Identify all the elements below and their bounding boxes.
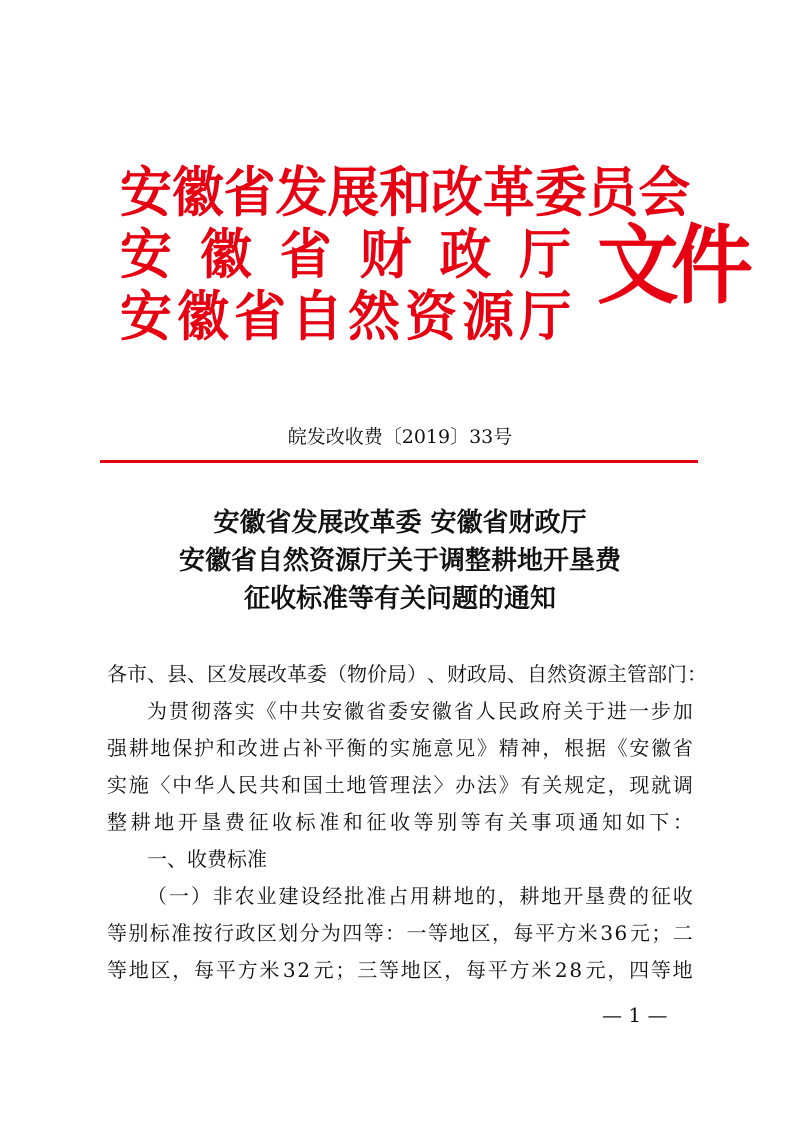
document-body <box>107 656 707 989</box>
issuer-name: 安 徽 省 自 然 资 源 厅 <box>120 285 572 348</box>
issuer-name: 安 徽 省 发 展 和 改 革 委 员 会 <box>120 161 691 224</box>
body-line: 各 市 、 县 、 区 发 展 改 革 委 （ 物 价 局 ） 、 财 政 局 、 自 然 资 源 主 管 部 门 ： <box>107 662 707 686</box>
body-line: 整 耕 地 开 垦 费 征 收 标 准 和 征 收 等 别 等 有 关 事 项 通 知 如 下 ： <box>107 810 693 834</box>
body-line: （ 一 ） 非 农 业 建 设 经 批 准 占 用 耕 地 的 ， 耕 地 开 垦 费 的 征 收 <box>147 884 693 908</box>
body-line: 等 别 标 准 按 行 政 区 划 分 为 四 等 ： 一 等 地 区 ， 每 平 方 米 3 6 元 ； 二 <box>107 921 693 945</box>
title-line: 安徽省发展改革委 安徽省财政厅 <box>213 508 587 538</box>
body-line: 实 施 〈 中 华 人 民 共 和 国 土 地 管 理 法 〉 办 法 》 有 关 规 定 ， 现 就 调 <box>107 773 693 797</box>
document-type-label: 文件 <box>597 216 746 316</box>
body-line: 等 地 区 ， 每 平 方 米 3 2 元 ； 三 等 地 区 ， 每 平 方 米 2 8 元 ， 四 等 地 <box>107 958 693 982</box>
issuer-name: 安 徽 省 财 政 厅 <box>120 223 572 286</box>
body-line: 强 耕 地 保 护 和 改 进 占 补 平 衡 的 实 施 意 见 》 精 神 ， 根 据 《 安 徽 省 <box>107 736 693 760</box>
document-title <box>0 504 800 618</box>
body-line: 为 贯 彻 落 实 《 中 共 安 徽 省 委 安 徽 省 人 民 政 府 关 于 进 一 步 加 <box>147 699 693 723</box>
body-line: 一 、 收 费 标 准 <box>147 847 267 871</box>
title-line: 安徽省自然资源厅关于调整耕地开垦费 <box>178 546 621 576</box>
title-line: 征收标准等有关问题的通知 <box>243 584 556 614</box>
document-number: 皖发改收费〔2019〕33号 <box>287 426 513 448</box>
page-number: — 1 — <box>602 1003 668 1027</box>
red-divider-line <box>100 460 698 463</box>
